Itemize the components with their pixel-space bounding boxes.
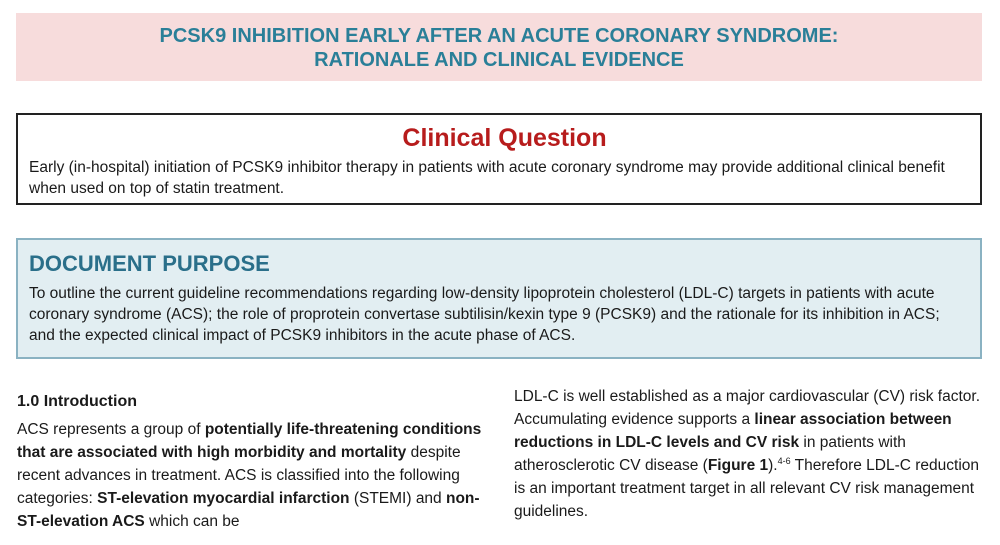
intro-bold-text: non-ST-elevation ACS xyxy=(17,490,480,530)
document-purpose-box xyxy=(16,238,982,359)
ldl-text: LDL-C is well established as a major cardiovascular (CV) risk factor. Accumulating evidence supports a xyxy=(514,388,981,428)
ldl-text: in patients with atherosclerotic CV disease ( xyxy=(514,434,906,474)
introduction-heading: 1.0 Introduction xyxy=(17,393,137,410)
clinical-question-box xyxy=(16,113,982,205)
clinical-question-body: Early (in-hospital) initiation of PCSK9 inhibitor therapy in patients with acute coronary syndrome may provide additional clinical benefit when used on top of statin treatment. xyxy=(29,159,945,197)
right-column xyxy=(514,385,994,523)
ldl-bold-text: linear association between reductions in LDL-C levels and CV risk xyxy=(514,411,952,451)
intro-bold-text: ST-elevation myocardial infarction xyxy=(97,490,350,507)
intro-bold-text: potentially life-threatening conditions that are associated with high morbidity and mortality xyxy=(17,421,482,461)
intro-text: which can be xyxy=(144,513,240,530)
ldl-paragraph xyxy=(514,385,994,523)
intro-text: (STEMI) and xyxy=(349,490,446,507)
figure-1-reference[interactable]: Figure 1 xyxy=(707,457,769,474)
ldl-text: Therefore LDL-C reduction is an important treatment target in all relevant CV risk management guidelines. xyxy=(514,457,980,520)
introduction-column xyxy=(17,385,497,533)
intro-text: despite recent advances in treatment. ACS is classified into the following categories: xyxy=(17,444,461,507)
title-banner xyxy=(16,13,982,81)
citation-superscript[interactable]: 4-6 xyxy=(777,455,791,466)
clinical-question-heading: Clinical Question xyxy=(402,124,607,152)
title-line-1: PCSK9 INHIBITION EARLY AFTER AN ACUTE CORONARY SYNDROME: xyxy=(159,25,839,47)
ldl-text: ). xyxy=(768,457,778,474)
title-line-2: RATIONALE AND CLINICAL EVIDENCE xyxy=(314,49,684,71)
document-purpose-heading: DOCUMENT PURPOSE xyxy=(29,251,270,276)
intro-text: ACS represents a group of xyxy=(17,421,205,438)
introduction-paragraph xyxy=(17,418,497,533)
document-purpose-body: To outline the current guideline recommendations regarding low-density lipoprotein cholesterol (LDL-C) targets in patients with acute coronary syndrome (ACS); the role of proprotein convertase subtilisin/kexin type 9 (PCSK9) and the rationale for its inhibition in ACS; and the expected clinical impact of PCSK9 inhibitors in the acute phase of ACS. xyxy=(29,285,940,344)
